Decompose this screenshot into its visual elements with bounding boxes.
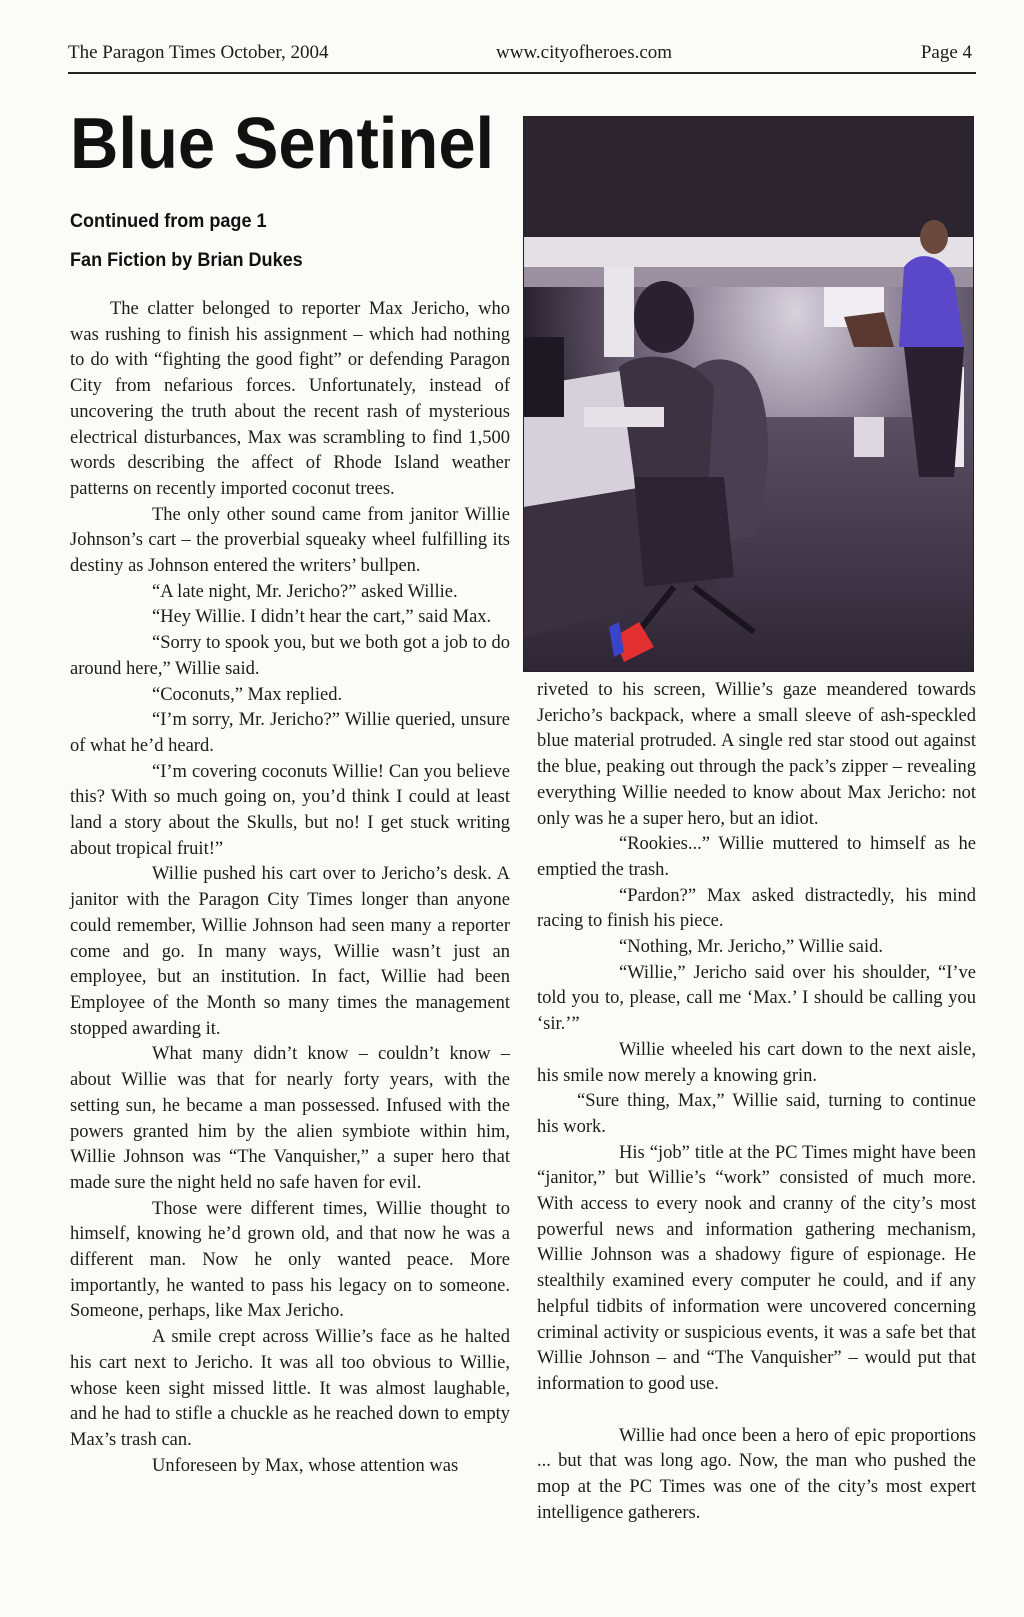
paragraph: “I’m covering coconuts Willie! Can you believe this? With so much going on, you’d think I could at least land a story about the Skulls, but no! I get stuck writing about tropical fruit!” <box>70 761 510 859</box>
paragraph: “Hey Willie. I didn’t hear the cart,” said Max. <box>152 607 492 628</box>
paragraph: “Coconuts,” Max replied. <box>152 684 343 705</box>
paragraph: The only other sound came from janitor Willie Johnson’s cart – the proverbial squeaky wheel fulfilling its destiny as Johnson entered the writers’ bullpen. <box>70 504 510 577</box>
paragraph: A smile crept across Willie’s face as he halted his cart next to Jericho. It was all too obvious to Willie, whose keen sight missed little. It was almost laughable, and he had to stifle a chuckle as he reached down to empty Max’s trash can. <box>70 1327 510 1450</box>
paragraph: “Sure thing, Max,” Willie said, turning to continue his work. <box>537 1091 976 1137</box>
page-header <box>68 38 976 74</box>
paragraph: “Sorry to spook you, but we both got a job to do around here,” Willie said. <box>70 633 510 679</box>
paragraph: Willie pushed his cart over to Jericho’s desk. A janitor with the Paragon City Times longer than anyone could remember, Willie Johnson had seen many a reporter come and go. In many ways, Willie wasn’t just an employee, but an institution. In fact, Willie had been Employee of the Month so many times the management stopped awarding it. <box>70 864 510 1039</box>
byline: Fan Fiction by Brian Dukes <box>70 250 303 271</box>
paragraph: “Nothing, Mr. Jericho,” Willie said. <box>619 937 884 958</box>
right-column <box>537 678 976 1527</box>
continued-note: Continued from page 1 <box>70 211 267 232</box>
newsroom-illustration <box>523 116 974 672</box>
paragraph: riveted to his screen, Willie’s gaze meandered towards Jericho’s backpack, where a small sleeve of ash-speckled blue material protruded. A single red star stood out against the blue, peaking out through the pack’s zipper – revealing everything Willie needed to know about Max Jericho: not only was he a super hero, but an idiot. <box>537 680 976 829</box>
paragraph: What many didn’t know – couldn’t know – about Willie was that for nearly forty years, with the setting sun, he became a man possessed. Infused with the powers granted him by the alien symbiote within him, Willie Johnson was “The Vanquisher,” a super hero that made sure the night held no safe haven for evil. <box>70 1044 510 1193</box>
page-number: Page 4 <box>920 42 972 63</box>
paragraph: “I’m sorry, Mr. Jericho?” Willie queried, unsure of what he’d heard. <box>70 710 510 756</box>
paragraph-spacer <box>537 1398 976 1424</box>
paragraph: Willie wheeled his cart down to the next aisle, his smile now merely a knowing grin. <box>537 1039 976 1086</box>
paragraph: His “job” title at the PC Times might have been “janitor,” but Willie’s “work” consisted of much more. With access to every nook and cranny of the city’s most powerful news and information gathering mechanism, Willie Johnson was a shadowy figure of espionage. He stealthily examined every computer he could, and if any helpful tidbits of information were uncovered concerning criminal activity or suspicious events, it was a safe bet that Willie Johnson – and “The Vanquisher” – would put that information to good use. <box>537 1142 976 1394</box>
paragraph: “Rookies...” Willie muttered to himself as he emptied the trash. <box>537 834 976 880</box>
website-url: www.cityofheroes.com <box>496 42 673 63</box>
publication-title: The Paragon Times October, 2004 <box>68 42 329 63</box>
paragraph: Unforeseen by Max, whose attention was <box>152 1455 459 1476</box>
headline: Blue Sentinel <box>70 104 495 184</box>
paragraph: Willie had once been a hero of epic proportions ... but that was long ago. Now, the man who pushed the mop at the PC Times was one of the city’s most expert intelligence gatherers. <box>537 1425 976 1523</box>
paragraph: Those were different times, Willie thought to himself, knowing he’d grown old, and that now he was a different man. Now he only wanted peace. More importantly, he wanted to pass his legacy on to someone. Someone, perhaps, like Max Jericho. <box>70 1198 510 1322</box>
paragraph: “Pardon?” Max asked distractedly, his mind racing to finish his piece. <box>537 885 976 932</box>
paragraph: The clatter belonged to reporter Max Jericho, who was rushing to finish his assignment – which had nothing to do with “fighting the good fight” or defending Paragon City from nefarious forces. Unfortunately, instead of uncovering the truth about the recent rash of mysterious electrical disturbances, Max was scrambling to find 1,500 words describing the affect of Rhode Island weather patterns on recently imported coconut trees. <box>70 299 510 499</box>
paragraph: “Willie,” Jericho said over his shoulder, “I’ve told you to, please, call me ‘Max.’ I should be calling you ‘sir.’” <box>537 962 976 1035</box>
paragraph: “A late night, Mr. Jericho?” asked Willie. <box>152 581 458 602</box>
left-column <box>70 297 510 1479</box>
